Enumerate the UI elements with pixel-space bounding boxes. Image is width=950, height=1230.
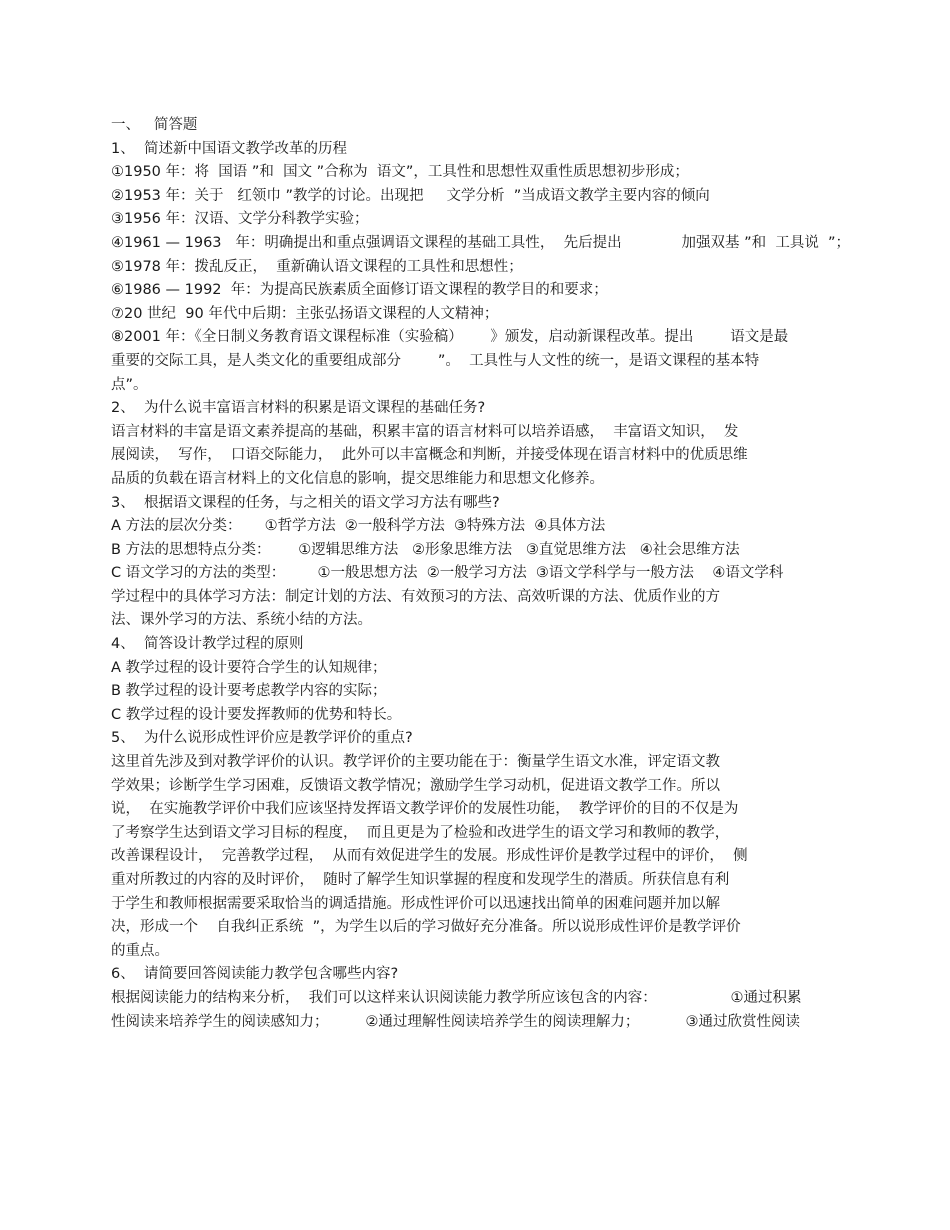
answer-5-line: 的重点。 bbox=[111, 942, 169, 959]
answer-5-line: 决，形成一个 自我纠正系统 ”，为学生以后的学习做好充分准备。所以说形成性评价是教学评价 bbox=[111, 919, 741, 936]
answer-6-line: 性阅读来培养学生的阅读感知力； ②通过理解性阅读培养学生的阅读理解力； ③通过欣赏性阅读 bbox=[111, 1013, 800, 1030]
question-5-title: 5、 为什么说形成性评价应是教学评价的重点? bbox=[111, 730, 413, 747]
answer-3-item-c: C 语文学习的方法的类型： ①一般思想方法 ②一般学习方法 ③语文学科学与一般方法 ④语文学科 bbox=[111, 565, 784, 582]
answer-3-item-c-cont: 学过程中的具体学习方法：制定计划的方法、有效预习的方法、高效听课的方法、优质作业的方 bbox=[111, 588, 720, 605]
answer-1-item-1: ①1950 年：将 国语 ”和 国文 ”合称为 语文”，工具性和思想性双重性质思想初步形成； bbox=[111, 164, 689, 181]
answer-6-line: 根据阅读能力的结构来分析， 我们可以这样来认识阅读能力教学所应该包含的内容： ①通过积累 bbox=[111, 989, 802, 1006]
answer-5-line: 了考察学生达到语文学习目标的程度， 而且更是为了检验和改进学生的语文学习和教师的教学， bbox=[111, 824, 730, 841]
answer-5-line: 重对所教过的内容的及时评价， 随时了解学生知识掌握的程度和发现学生的潜质。所获信息有利 bbox=[111, 872, 730, 888]
answer-5-line: 改善课程设计， 完善教学过程， 从而有效促进学生的发展。形成性评价是教学过程中的评价， 侧 bbox=[111, 848, 748, 865]
answer-1-item-4: ④1961 — 1963 年：明确提出和重点强调语文课程的基础工具性， 先后提出 加强双基 ”和 工具说 ”； bbox=[111, 234, 851, 251]
answer-1-item-7: ⑦20 世纪 90 年代中后期：主张弘扬语文课程的人文精神； bbox=[111, 305, 499, 322]
answer-1-item-5: ⑤1978 年：拨乱反正， 重新确认语文课程的工具性和思想性； bbox=[111, 258, 523, 275]
answer-4-item-b: B 教学过程的设计要考虑教学内容的实际； bbox=[111, 683, 387, 700]
answer-5-line: 学效果；诊断学生学习困难，反馈语文教学情况；激励学生学习动机，促进语文教学工作。所以 bbox=[111, 777, 720, 794]
answer-4-item-a: A 教学过程的设计要符合学生的认知规律； bbox=[111, 659, 387, 676]
answer-5-line: 于学生和教师根据需要采取恰当的调适措施。形成性评价可以迅速找出简单的困难问题并加以解 bbox=[111, 895, 720, 912]
document-body bbox=[111, 114, 851, 1034]
answer-4-item-c: C 教学过程的设计要发挥教师的优势和特长。 bbox=[111, 706, 402, 723]
question-3-title: 3、 根据语文课程的任务，与之相关的语文学习方法有哪些? bbox=[111, 494, 500, 511]
answer-1-item-8: ⑧2001 年：《全日制义务教育语文课程标准（实验稿） 》颁发，启动新课程改革。提出 语文是最 bbox=[111, 329, 789, 346]
answer-2-line: 品质的负载在语言材料上的文化信息的影响，提交思维能力和思想文化修养。 bbox=[111, 470, 604, 487]
question-6-title: 6、 请简要回答阅读能力教学包含哪些内容? bbox=[111, 966, 399, 983]
answer-1-item-2: ②1953 年：关于 红领巾 ”教学的讨论。出现把 文学分析 ”当成语文教学主要内容的倾向 bbox=[111, 187, 710, 204]
answer-1-item-6: ⑥1986 — 1992 年：为提高民族素质全面修订语文课程的教学目的和要求； bbox=[111, 282, 608, 299]
section-heading: 一、 简答题 bbox=[111, 117, 198, 133]
question-4-title: 4、 简答设计教学过程的原则 bbox=[111, 636, 304, 653]
answer-1-item-8-end: 点”。 bbox=[111, 376, 148, 393]
answer-2-line: 展阅读， 写作， 口语交际能力， 此外可以丰富概念和判断，并接受体现在语言材料中的优质思维 bbox=[111, 447, 748, 464]
answer-1-item-8-cont: 重要的交际工具，是人类文化的重要组成部分 ”。 工具性与人文性的统一，是语文课程的基本特 bbox=[111, 352, 760, 369]
answer-5-line: 这里首先涉及到对教学评价的认识。教学评价的主要功能在于：衡量学生语文水准，评定语文教 bbox=[111, 754, 720, 771]
question-1-title: 1、 简述新中国语文教学改革的历程 bbox=[111, 140, 347, 157]
answer-2-line: 语言材料的丰富是语文素养提高的基础，积累丰富的语言材料可以培养语感， 丰富语文知识， 发 bbox=[111, 423, 739, 440]
answer-5-line: 说， 在实施教学评价中我们应该坚持发挥语文教学评价的发展性功能， 教学评价的目的不仅是为 bbox=[111, 801, 739, 818]
answer-3-item-b: B 方法的思想特点分类： ①逻辑思维方法 ②形象思维方法 ③直觉思维方法 ④社会思维方法 bbox=[111, 541, 740, 558]
question-2-title: 2、 为什么说丰富语言材料的积累是语文课程的基础任务? bbox=[111, 400, 486, 417]
answer-3-item-c-end: 法、课外学习的方法、系统小结的方法。 bbox=[111, 612, 372, 629]
answer-1-item-3: ③1956 年：汉语、文学分科教学实验； bbox=[111, 211, 369, 228]
answer-3-item-a: A 方法的层次分类： ①哲学方法 ②一般科学方法 ③特殊方法 ④具体方法 bbox=[111, 518, 606, 535]
